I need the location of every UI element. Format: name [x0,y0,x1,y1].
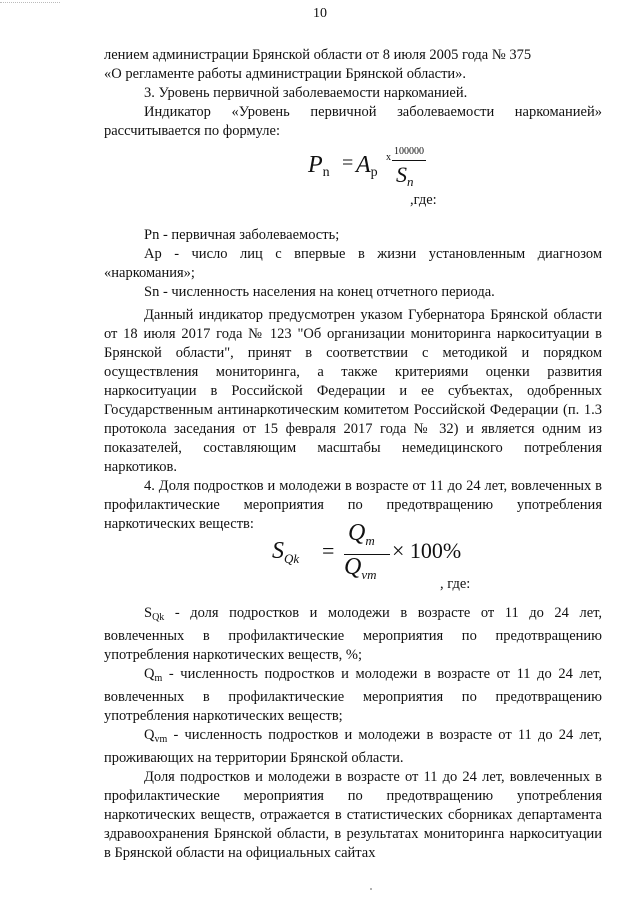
formula-percent: × 100% [392,538,462,563]
formula-symbol: $S_{Qk}$ [272,538,300,566]
formula-equals: = [322,538,335,563]
definition-line: Ap - число лиц с впервые в жизни установленным диагнозом «наркомания»; [104,246,602,281]
item4-text: 4. Доля подростков и молодежи в возрасте от 11 до 24 лет, вовлеченных в профилактические мероприятия по предотвращению употребления наркотических веществ: [104,478,602,532]
formula-symbol: $A_p$ [356,152,378,180]
text-line: «О регламенте работы администрации Брянской области». [104,66,467,82]
formula-primary-morbidity [308,146,428,194]
text-line: лением администрации Брянской области от 8 июля 2005 года № 375 [104,47,532,63]
page-number: 10 [313,6,327,21]
definition-entry: $Q_{vm}$ - численность подростков и молодежи в возрасте от 11 до 24 лет, проживающих на территории Брянской области. [104,727,602,766]
item3-intro: Индикатор «Уровень первичной заболеваемости наркоманией» рассчитывается по формуле: [104,104,602,139]
definition-entry: $Q_m$ - численность подростков и молодежи в возрасте от 11 до 24 лет, вовлеченных в профилактические мероприятия по предотвращению употребления наркотических веществ; [104,666,602,724]
formula-denominator: $S_n$ [396,162,414,189]
formula-times: x [386,152,391,163]
top-continuation [104,46,602,141]
scan-artifact [370,888,372,890]
formula-numerator: 100000 [394,146,424,157]
item3-heading: 3. Уровень первичной заболеваемости наркоманией. [144,85,468,101]
definition-line: Pn - первичная заболеваемость; [144,227,340,243]
definitions-1 [104,226,602,302]
scan-artifact [0,2,60,4]
formula-youth-share [272,520,462,584]
formula-equals: = [342,152,354,174]
where-label: , где: [440,576,471,592]
final-paragraph: Доля подростков и молодежи в возрасте от 11 до 24 лет, вовлеченных в профилактические мероприятия по предотвращению употребления наркотических веществ, отражается в статистических сборниках департамента здравоохранения Брянской области, в результатах мониторинга наркоситуации в Брянской области на официальных сайтах [104,769,602,861]
where-label: ,где: [410,192,437,208]
indicator-paragraph: Данный индикатор предусмотрен указом Губернатора Брянской области от 18 июля 2017 года № 123 "Об организации мониторинга наркоситуации в Брянской области", принят в соответствии с методикой и порядком осуществления мониторинга, а также критериями оценки развития наркоситуации в Российской Федерации и ее субъектах, одобренных Государственным антинаркотическим комитетом Российской Федерации (п. 1.3 протокола заседания от 15 февраля 2017 года № 32) и является одним из показателей, составляющим масштабы немедицинского потребления наркотиков. [104,307,602,475]
definition-line: Sn - численность населения на конец отчетного периода. [144,284,495,300]
formula-denominator: $Q_{vm}$ [344,554,377,582]
definitions-2 [104,604,602,863]
fraction-bar [392,160,426,161]
definition-entry: $S_{Qk}$ - доля подростков и молодежи в возрасте от 11 до 24 лет, вовлеченных в профилактические мероприятия по предотвращению употребления наркотических веществ, %; [104,605,602,663]
formula-numerator: $Q_m$ [348,520,375,548]
indicator-paragraph-block [104,306,602,534]
formula-symbol: $P_n$ [308,152,330,180]
